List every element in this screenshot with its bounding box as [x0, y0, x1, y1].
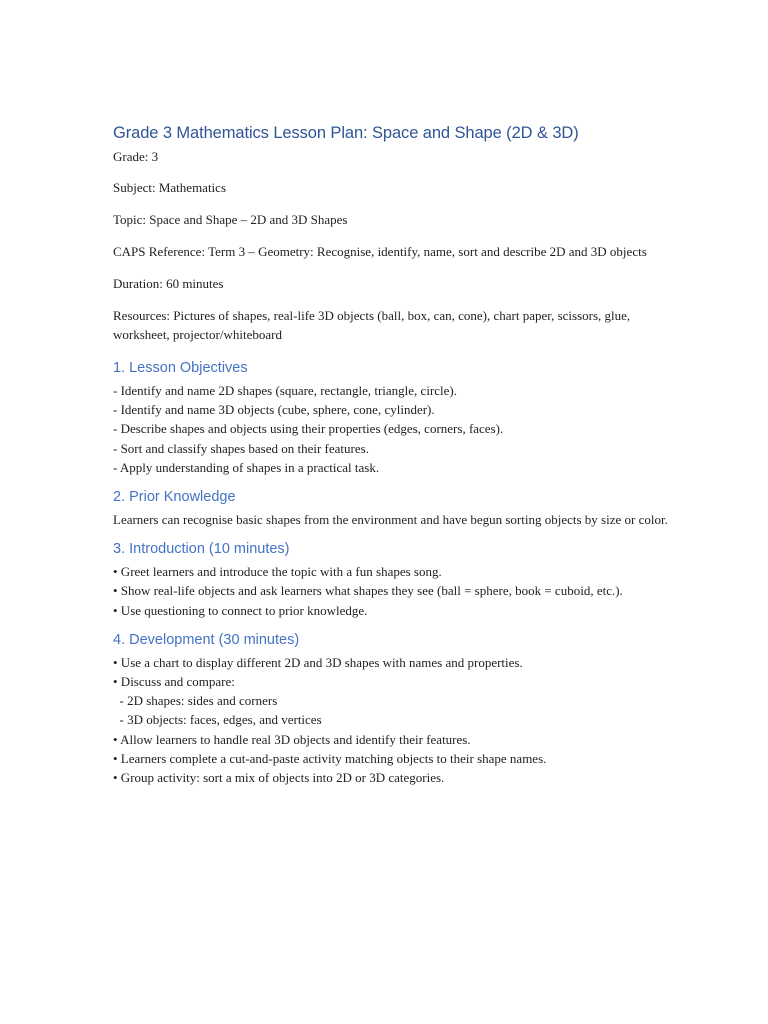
- prior-knowledge-text: Learners can recognise basic shapes from the environment and have begun sorting objects by size or color.: [113, 512, 668, 528]
- objectives-list: [113, 381, 673, 477]
- document-title: Grade 3 Mathematics Lesson Plan: Space and Shape (2D & 3D): [113, 124, 579, 142]
- list-item: • Use questioning to connect to prior knowledge.: [113, 602, 368, 618]
- section-heading: 1. Lesson Objectives: [113, 360, 248, 376]
- list-item: - Identify and name 2D shapes (square, rectangle, triangle, circle).: [113, 383, 457, 398]
- section-heading: 4. Development (30 minutes): [113, 631, 300, 648]
- meta-caps-reference: CAPS Reference: Term 3 – Geometry: Recognise, identify, name, sort and describe 2D and 3D objects: [113, 244, 647, 259]
- lesson-meta: [113, 147, 673, 344]
- list-item: - Identify and name 3D objects (cube, sphere, cone, cylinder).: [113, 402, 435, 418]
- section-introduction: [113, 539, 673, 620]
- list-item: - 2D shapes: sides and corners: [113, 693, 278, 709]
- list-item: • Group activity: sort a mix of objects into 2D or 3D categories.: [113, 770, 445, 786]
- list-item: • Learners complete a cut-and-paste activity matching objects to their shape names.: [113, 750, 547, 766]
- document-page: [113, 122, 673, 787]
- list-item: - Sort and classify shapes based on their features.: [113, 440, 369, 456]
- section-prior-knowledge: [113, 487, 673, 529]
- meta-grade: Grade: 3: [113, 149, 159, 164]
- list-item: • Allow learners to handle real 3D objects and identify their features.: [113, 731, 471, 747]
- list-item: • Greet learners and introduce the topic with a fun shapes song.: [113, 564, 442, 580]
- meta-resources: Resources: Pictures of shapes, real-life 3D objects (ball, box, can, cone), chart paper, scissors, glue, worksheet, projector/whiteboard: [113, 308, 631, 342]
- section-lesson-objectives: [113, 358, 673, 477]
- section-heading: 2. Prior Knowledge: [113, 489, 236, 506]
- list-item: • Show real-life objects and ask learners what shapes they see (ball = sphere, book = cuboid, etc.).: [113, 583, 623, 599]
- list-item: • Use a chart to display different 2D and 3D shapes with names and properties.: [113, 654, 523, 670]
- list-item: - Apply understanding of shapes in a practical task.: [113, 459, 380, 475]
- list-item: - 3D objects: faces, edges, and vertices: [113, 712, 322, 728]
- section-development: [113, 630, 673, 787]
- list-item: • Discuss and compare:: [113, 674, 235, 690]
- introduction-list: [113, 562, 673, 620]
- meta-topic: Topic: Space and Shape – 2D and 3D Shapes: [113, 212, 348, 227]
- list-item: - Describe shapes and objects using their properties (edges, corners, faces).: [113, 421, 504, 437]
- meta-duration: Duration: 60 minutes: [113, 276, 224, 291]
- section-heading: 3. Introduction (10 minutes): [113, 541, 290, 558]
- meta-subject: Subject: Mathematics: [113, 180, 227, 195]
- development-list: [113, 653, 673, 787]
